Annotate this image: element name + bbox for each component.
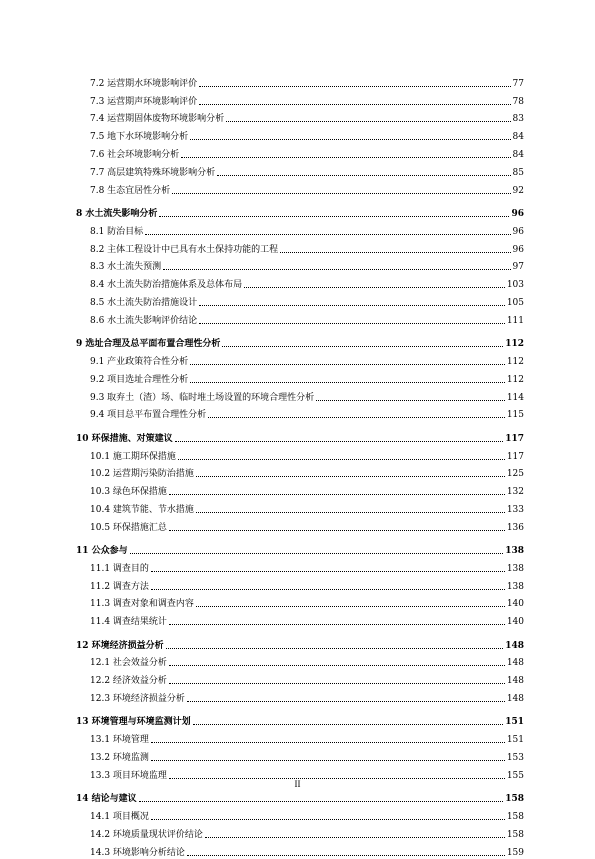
toc-entry-page: 133 <box>506 504 524 515</box>
toc-section-entry[interactable] <box>76 575 524 593</box>
toc-entry-title: 13 环境管理与环境监测计划 <box>76 717 191 728</box>
toc-dot-leader <box>181 157 510 158</box>
toc-dot-leader <box>208 417 505 418</box>
toc-entry-title: 8.6 水土流失影响评价结论 <box>90 315 198 326</box>
toc-entry-title: 7.7 高层建筑特殊环境影响分析 <box>90 167 216 178</box>
toc-dot-leader <box>151 819 505 820</box>
toc-entry-title: 9.1 产业政策符合性分析 <box>90 356 189 367</box>
toc-entry-title: 7.3 运营期声环境影响评价 <box>90 96 198 107</box>
toc-entry-page: 148 <box>506 676 524 687</box>
toc-entry-page: 159 <box>506 847 524 858</box>
toc-entry-title: 7.6 社会环境影响分析 <box>90 149 180 160</box>
toc-entry-page: 153 <box>506 753 524 764</box>
toc-section-entry[interactable] <box>76 805 524 823</box>
toc-entry-page: 155 <box>506 770 524 781</box>
toc-chapter-entry[interactable] <box>76 332 524 350</box>
toc-entry-page: 138 <box>506 581 524 592</box>
toc-entry-page: 92 <box>512 185 524 196</box>
toc-dot-leader <box>222 346 503 347</box>
table-of-contents <box>76 72 524 859</box>
toc-dot-leader <box>190 364 505 365</box>
toc-entry-title: 11.3 调查对象和调查内容 <box>90 599 194 610</box>
toc-section-entry[interactable] <box>76 669 524 687</box>
toc-dot-leader <box>151 760 505 761</box>
toc-entry-title: 12.2 经济效益分析 <box>90 676 167 687</box>
toc-entry-title: 14.2 环境质量现状评价结论 <box>90 829 203 840</box>
toc-entry-title: 12.3 环境经济损益分析 <box>90 694 185 705</box>
toc-entry-title: 11.2 调查方法 <box>90 581 149 592</box>
toc-entry-page: 111 <box>506 315 524 326</box>
toc-entry-title: 10.2 运营期污染防治措施 <box>90 469 194 480</box>
toc-entry-title: 8.5 水土流失防治措施设计 <box>90 297 198 308</box>
toc-dot-leader <box>193 724 504 725</box>
toc-entry-page: 96 <box>511 208 524 219</box>
toc-section-entry[interactable] <box>76 368 524 386</box>
toc-dot-leader <box>196 606 505 607</box>
toc-entry-page: 85 <box>512 167 524 178</box>
toc-entry-title: 11 公众参与 <box>76 546 128 557</box>
toc-entry-title: 9.2 项目选址合理性分析 <box>90 374 189 385</box>
toc-dot-leader <box>169 683 505 684</box>
toc-entry-page: 97 <box>512 262 524 273</box>
toc-section-entry[interactable] <box>76 746 524 764</box>
toc-entry-title: 8.2 主体工程设计中已具有水土保持功能的工程 <box>90 244 279 255</box>
toc-dot-leader <box>178 459 505 460</box>
toc-entry-page: 117 <box>505 433 524 444</box>
toc-section-entry[interactable] <box>76 445 524 463</box>
toc-entry-page: 151 <box>506 735 524 746</box>
toc-dot-leader <box>199 305 505 306</box>
toc-chapter-entry[interactable] <box>76 427 524 445</box>
toc-entry-title: 12 环境经济损益分析 <box>76 640 164 651</box>
toc-section-entry[interactable] <box>76 687 524 705</box>
toc-entry-title: 10.1 施工期环保措施 <box>90 451 176 462</box>
toc-section-entry[interactable] <box>76 498 524 516</box>
toc-dot-leader <box>169 624 505 625</box>
toc-section-entry[interactable] <box>76 72 524 90</box>
toc-entry-title: 7.8 生态宜居性分析 <box>90 185 171 196</box>
page-number: II <box>294 779 301 789</box>
toc-entry-page: 151 <box>505 717 524 728</box>
toc-entry-page: 136 <box>506 522 524 533</box>
toc-chapter-entry[interactable] <box>76 202 524 220</box>
toc-dot-leader <box>199 104 510 105</box>
toc-section-entry[interactable] <box>76 143 524 161</box>
toc-entry-page: 77 <box>512 78 524 89</box>
toc-entry-page: 105 <box>506 297 524 308</box>
toc-entry-page: 138 <box>506 563 524 574</box>
toc-entry-page: 140 <box>506 617 524 628</box>
toc-dot-leader <box>244 287 505 288</box>
toc-entry-page: 112 <box>506 374 524 385</box>
toc-section-entry[interactable] <box>76 220 524 238</box>
toc-section-entry[interactable] <box>76 463 524 481</box>
toc-dot-leader <box>187 701 505 702</box>
toc-dot-leader <box>169 665 505 666</box>
toc-entry-title: 14.1 项目概况 <box>90 812 149 823</box>
toc-entry-title: 9.4 项目总平布置合理性分析 <box>90 410 207 421</box>
toc-dot-leader <box>199 323 505 324</box>
toc-entry-page: 114 <box>506 392 524 403</box>
toc-entry-title: 10.3 绿色环保措施 <box>90 487 167 498</box>
toc-entry-page: 112 <box>506 356 524 367</box>
toc-entry-title: 7.2 运营期水环境影响评价 <box>90 78 198 89</box>
toc-section-entry[interactable] <box>76 256 524 274</box>
toc-dot-leader <box>159 216 509 217</box>
toc-entry-page: 84 <box>512 132 524 143</box>
toc-dot-leader <box>190 139 510 140</box>
toc-section-entry[interactable] <box>76 516 524 534</box>
toc-entry-page: 158 <box>506 829 524 840</box>
toc-section-entry[interactable] <box>76 179 524 197</box>
toc-dot-leader <box>196 512 505 513</box>
toc-entry-page: 96 <box>512 244 524 255</box>
toc-chapter-entry[interactable] <box>76 634 524 652</box>
toc-entry-title: 13.1 环境管理 <box>90 735 149 746</box>
toc-entry-page: 148 <box>506 658 524 669</box>
toc-section-entry[interactable] <box>76 125 524 143</box>
toc-section-entry[interactable] <box>76 291 524 309</box>
toc-entry-page: 112 <box>505 339 524 350</box>
toc-section-entry[interactable] <box>76 273 524 291</box>
toc-section-entry[interactable] <box>76 309 524 327</box>
toc-entry-title: 14.3 环境影响分析结论 <box>90 847 185 858</box>
toc-section-entry[interactable] <box>76 480 524 498</box>
toc-section-entry[interactable] <box>76 610 524 628</box>
toc-section-entry[interactable] <box>76 90 524 108</box>
toc-dot-leader <box>316 400 505 401</box>
toc-section-entry[interactable] <box>76 350 524 368</box>
toc-entry-page: 125 <box>506 469 524 480</box>
toc-entry-title: 13.2 环境监测 <box>90 753 149 764</box>
toc-entry-page: 96 <box>512 226 524 237</box>
toc-entry-page: 140 <box>506 599 524 610</box>
toc-entry-page: 158 <box>505 794 524 805</box>
toc-entry-page: 138 <box>505 546 524 557</box>
toc-dot-leader <box>280 252 510 253</box>
toc-dot-leader <box>166 648 504 649</box>
toc-dot-leader <box>163 269 510 270</box>
toc-entry-page: 117 <box>506 451 524 462</box>
toc-entry-title: 14 结论与建议 <box>76 794 137 805</box>
toc-entry-title: 13.3 项目环境监理 <box>90 770 167 781</box>
toc-entry-title: 8 水土流失影响分析 <box>76 208 158 219</box>
toc-entry-title: 10 环保措施、对策建议 <box>76 433 173 444</box>
toc-dot-leader <box>196 476 505 477</box>
toc-entry-page: 132 <box>506 487 524 498</box>
toc-entry-title: 11.1 调查目的 <box>90 563 149 574</box>
toc-section-entry[interactable] <box>76 557 524 575</box>
toc-entry-page: 148 <box>505 640 524 651</box>
toc-entry-title: 8.3 水土流失预测 <box>90 262 162 273</box>
toc-entry-title: 8.4 水土流失防治措施体系及总体布局 <box>90 280 243 291</box>
toc-section-entry[interactable] <box>76 108 524 126</box>
toc-dot-leader <box>226 121 510 122</box>
toc-entry-page: 83 <box>512 114 524 125</box>
toc-entry-title: 7.4 运营期固体废物环境影响分析 <box>90 114 225 125</box>
toc-section-entry[interactable] <box>76 652 524 670</box>
toc-entry-title: 12.1 社会效益分析 <box>90 658 167 669</box>
toc-entry-title: 8.1 防治目标 <box>90 226 144 237</box>
toc-entry-page: 115 <box>506 410 524 421</box>
toc-entry-title: 10.5 环保措施汇总 <box>90 522 167 533</box>
toc-section-entry[interactable] <box>76 238 524 256</box>
toc-entry-title: 10.4 建筑节能、节水措施 <box>90 504 194 515</box>
toc-dot-leader <box>151 571 505 572</box>
toc-section-entry[interactable] <box>76 728 524 746</box>
toc-dot-leader <box>190 382 505 383</box>
toc-dot-leader <box>169 530 505 531</box>
toc-dot-leader <box>205 837 505 838</box>
toc-section-entry[interactable] <box>76 823 524 841</box>
toc-dot-leader <box>199 86 510 87</box>
toc-entry-page: 78 <box>512 96 524 107</box>
toc-dot-leader <box>145 234 510 235</box>
toc-chapter-entry[interactable] <box>76 711 524 729</box>
toc-chapter-entry[interactable] <box>76 787 524 805</box>
toc-dot-leader <box>139 801 504 802</box>
toc-dot-leader <box>151 742 505 743</box>
toc-entry-title: 9.3 取弃土（渣）场、临时堆土场设置的环境合理性分析 <box>90 392 315 403</box>
toc-entry-page: 103 <box>506 280 524 291</box>
toc-section-entry[interactable] <box>76 593 524 611</box>
toc-dot-leader <box>151 589 505 590</box>
toc-entry-page: 158 <box>506 812 524 823</box>
toc-entry-page: 84 <box>512 149 524 160</box>
toc-section-entry[interactable] <box>76 161 524 179</box>
toc-section-entry[interactable] <box>76 386 524 404</box>
toc-dot-leader <box>169 494 505 495</box>
toc-chapter-entry[interactable] <box>76 539 524 557</box>
toc-dot-leader <box>187 855 505 856</box>
toc-dot-leader <box>130 553 504 554</box>
toc-dot-leader <box>172 193 510 194</box>
toc-entry-title: 9 选址合理及总平面布置合理性分析 <box>76 339 221 350</box>
toc-entry-title: 11.4 调查结果统计 <box>90 617 167 628</box>
toc-entry-title: 7.5 地下水环境影响分析 <box>90 132 189 143</box>
toc-dot-leader <box>217 175 510 176</box>
toc-section-entry[interactable] <box>76 841 524 859</box>
toc-entry-page: 148 <box>506 694 524 705</box>
toc-dot-leader <box>175 441 504 442</box>
toc-section-entry[interactable] <box>76 404 524 422</box>
